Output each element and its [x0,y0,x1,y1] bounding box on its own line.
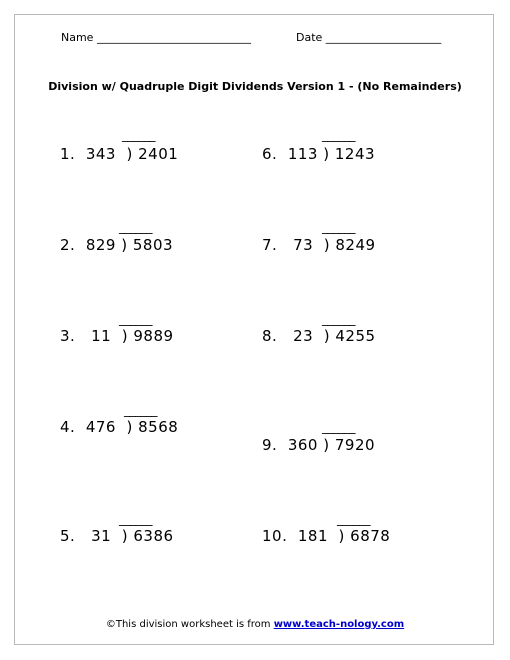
problem-4: 4. 476 ) 8568 [60,418,179,436]
date-field-line: Date _____________________ [296,31,442,44]
problem-8: 8. 23 ) 4255 [262,327,376,345]
quotient-bar-9: ______ [322,420,355,434]
quotient-bar-1: ______ [122,128,155,142]
problem-1: 1. 343 ) 2401 [60,145,179,163]
problem-3: 3. 11 ) 9889 [60,327,174,345]
worksheet-title: Division w/ Quadruple Digit Dividends Version 1 - (No Remainders) [48,80,462,93]
quotient-bar-8: ______ [322,312,355,326]
quotient-bar-4: ______ [124,403,157,417]
problem-7: 7. 73 ) 8249 [262,236,376,254]
name-field-line: Name ____________________________ [61,31,251,44]
quotient-bar-2: ______ [119,220,152,234]
quotient-bar-6: ______ [322,128,355,142]
problem-6: 6. 113 ) 1243 [262,145,376,163]
problem-5: 5. 31 ) 6386 [60,527,174,545]
problem-9: 9. 360 ) 7920 [262,436,376,454]
problem-2: 2. 829 ) 5803 [60,236,174,254]
problem-10: 10. 181 ) 6878 [262,527,391,545]
quotient-bar-10: ______ [337,512,370,526]
footer-credit [0,619,510,630]
quotient-bar-3: ______ [119,312,152,326]
quotient-bar-7: ______ [322,220,355,234]
footer-link[interactable]: www.teach-nology.com [273,619,405,630]
footer-prefix: ©This division worksheet is from [105,619,274,630]
quotient-bar-5: ______ [119,512,152,526]
